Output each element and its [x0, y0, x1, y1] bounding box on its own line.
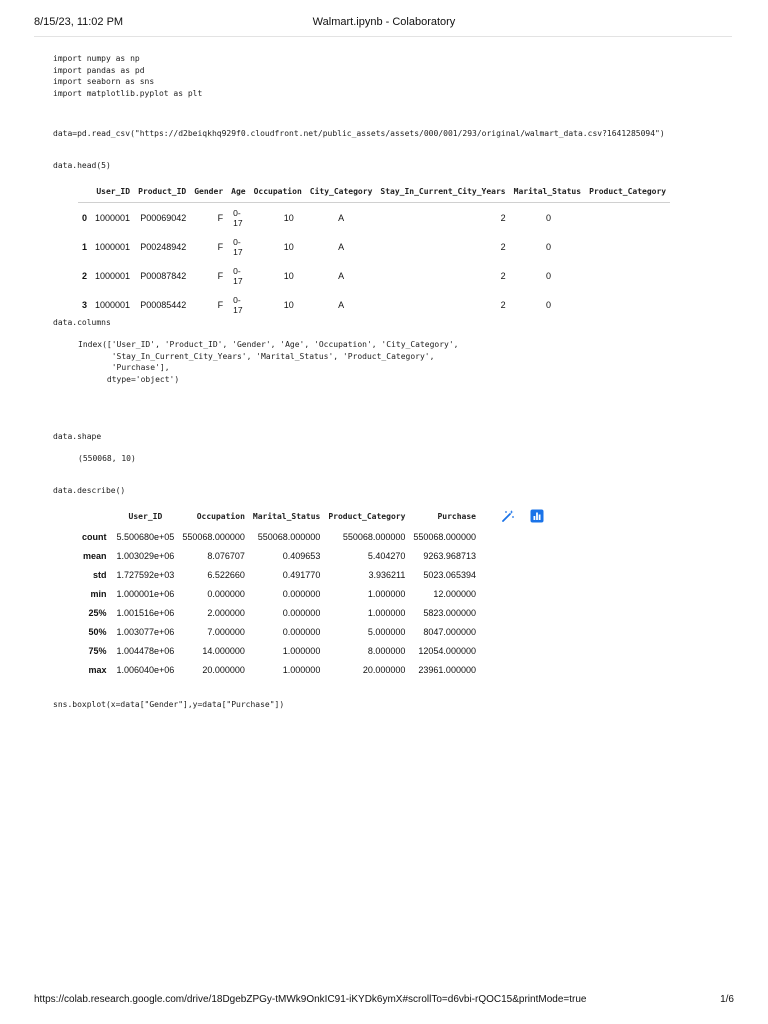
table-row: 2 1000001 P00087842 F 0-17 10 A 2 0	[82, 265, 552, 286]
head-col-user-id: User_ID	[91, 180, 134, 203]
table-row: 25% 1.001516e+06 2.000000 0.000000 1.000000 5823.000000	[88, 607, 476, 618]
head-col-stay-years: Stay_In_Current_City_Years	[376, 180, 509, 203]
head-col-product-category: Product_Category	[585, 180, 670, 203]
desc-col-occupation: Occupation	[178, 507, 249, 527]
table-row: std 1.727592e+03 6.522660 0.491770 3.936211 5023.065394	[93, 569, 476, 580]
print-footer	[34, 994, 734, 1008]
head-col-gender: Gender	[190, 180, 227, 203]
desc-col-index	[78, 507, 113, 527]
bar-chart-icon[interactable]	[530, 509, 544, 523]
code-cell-shape[interactable]: data.shape	[53, 432, 102, 441]
page-number: 1/6	[720, 994, 734, 1005]
head-col-city-category: City_Category	[306, 180, 377, 203]
describe-output-table[interactable]	[78, 507, 480, 679]
code-cell-boxplot[interactable]: sns.boxplot(x=data["Gender"],y=data["Purchase"])	[53, 700, 285, 709]
document-title: Walmart.ipynb - Colaboratory	[312, 16, 456, 28]
table-row: 3 1000001 P00085442 F 0-17 10 A 2 0	[82, 294, 552, 315]
desc-col-marital-status: Marital_Status	[249, 507, 324, 527]
print-datetime: 8/15/23, 11:02 PM	[34, 16, 124, 28]
table-row: count 5.500680e+05 550068.000000 550068.000000 550068.000000 550068.000000	[82, 531, 476, 542]
table-row: 0 1000001 P00069042 F 0-17 10 A 2 0	[82, 207, 552, 228]
head-col-index	[78, 180, 91, 203]
code-cell-read-csv[interactable]: data=pd.read_csv("https://d2beiqkhq929f0.cloudfront.net/public_assets/assets/000/001/293/original/walmart_data.csv?1641285094")	[53, 129, 665, 138]
shape-output: (550068, 10)	[78, 454, 136, 463]
desc-col-user-id: User_ID	[113, 507, 179, 527]
head-col-marital-status: Marital_Status	[510, 180, 585, 203]
desc-col-purchase: Purchase	[409, 507, 480, 527]
table-row: min 1.000001e+06 0.000000 0.000000 1.000000 12.000000	[90, 588, 476, 599]
columns-output: Index(['User_ID', 'Product_ID', 'Gender', 'Age', 'Occupation', 'City_Category', 'Stay_In_Current_City_Years', 'Marital_Status', 'Product_Category', 'Purchase'], dtype='object')	[78, 340, 459, 384]
head-col-occupation: Occupation	[250, 180, 306, 203]
header-divider	[34, 36, 732, 37]
head-output-table[interactable]	[78, 180, 667, 315]
table-row: mean 1.003029e+06 8.076707 0.409653 5.404270 9263.968713	[82, 550, 476, 561]
magic-wand-icon[interactable]	[501, 509, 515, 523]
print-header	[34, 16, 734, 30]
code-cell-columns[interactable]: data.columns	[53, 318, 111, 327]
code-cell-imports[interactable]: import numpy as np import pandas as pd import seaborn as sns import matplotlib.pyplot as plt	[53, 54, 203, 98]
table-row: 75% 1.004478e+06 14.000000 1.000000 8.000000 12054.000000	[88, 645, 476, 656]
page-url: https://colab.research.google.com/drive/18DgebZPGy-tMWk9OnkIC91-iKYDk6ymX#scrollTo=d6vbi-rQOC15&printMode=true	[34, 994, 587, 1005]
desc-col-product-category: Product_Category	[324, 507, 409, 527]
head-col-age: Age	[227, 180, 249, 203]
head-col-product-id: Product_ID	[134, 180, 190, 203]
code-cell-head[interactable]: data.head(5)	[53, 161, 111, 170]
table-row: 1 1000001 P00248942 F 0-17 10 A 2 0	[82, 236, 552, 257]
code-cell-describe[interactable]: data.describe()	[53, 486, 126, 495]
table-row: max 1.006040e+06 20.000000 1.000000 20.000000 23961.000000	[88, 664, 476, 675]
table-row: 50% 1.003077e+06 7.000000 0.000000 5.000000 8047.000000	[88, 626, 476, 637]
